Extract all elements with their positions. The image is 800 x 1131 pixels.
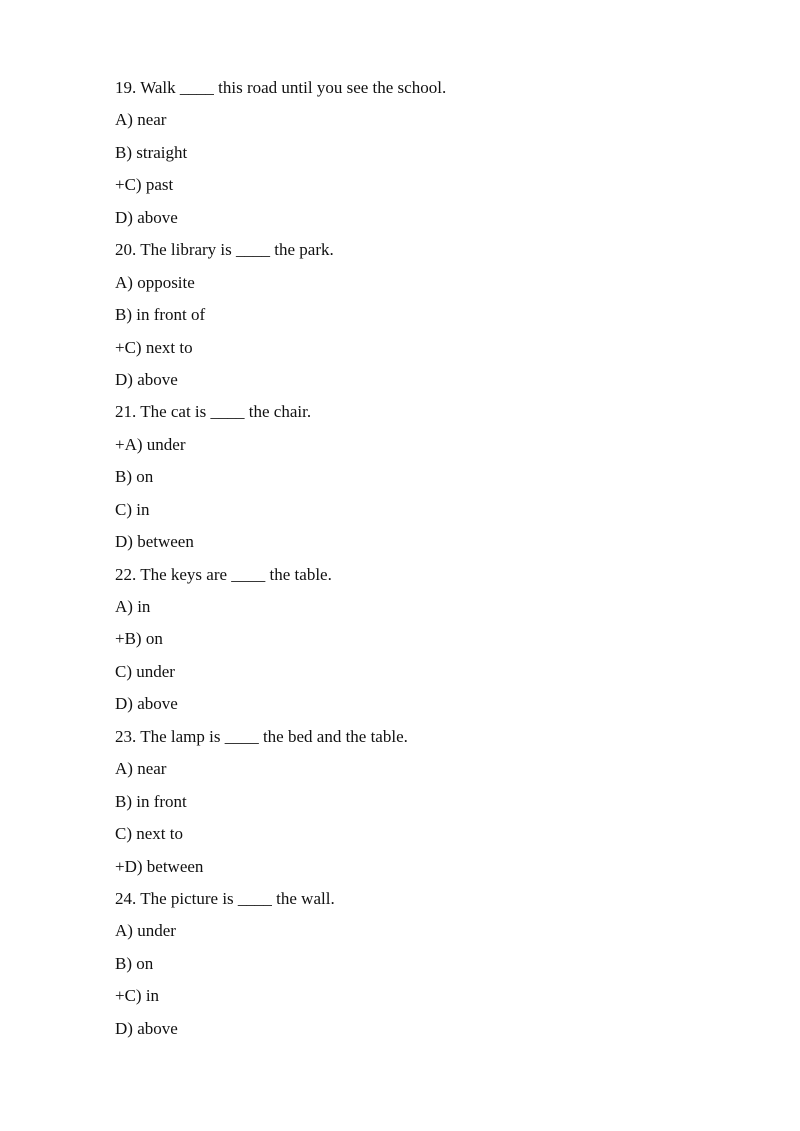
answer-option: D) above: [115, 1018, 178, 1038]
answer-option: C) next to: [115, 824, 183, 844]
answer-option: A) opposite: [115, 272, 195, 292]
question-block: [115, 396, 735, 558]
answer-option: +A) under: [115, 434, 186, 454]
question-text: 22. The keys are ____ the table.: [115, 564, 332, 584]
answer-option: A) in: [115, 597, 151, 616]
question-text: 23. The lamp is ____ the bed and the table.: [115, 726, 408, 746]
answer-option: B) on: [115, 467, 154, 487]
answer-option: A) under: [115, 921, 176, 941]
answer-option: D) above: [115, 369, 178, 389]
question-text: 20. The library is ____ the park.: [115, 240, 334, 260]
question-text: 21. The cat is ____ the chair.: [115, 402, 312, 422]
question-block: [115, 721, 735, 883]
answer-option: B) on: [115, 953, 154, 973]
question-block: [115, 883, 735, 1045]
answer-option: B) in front of: [115, 305, 206, 325]
question-block: [115, 234, 735, 396]
question-text: 19. Walk ____ this road until you see the school.: [115, 78, 447, 97]
answer-option: +D) between: [115, 856, 204, 876]
question-text: 24. The picture is ____ the wall.: [115, 888, 335, 908]
answer-option: D) between: [115, 532, 194, 552]
answer-option: +B) on: [115, 629, 163, 649]
question-block: [115, 72, 735, 234]
answer-option: B) in front: [115, 791, 187, 811]
answer-option: B) straight: [115, 142, 188, 162]
answer-option: C) in: [115, 499, 150, 519]
answer-option: +C) next to: [115, 337, 193, 357]
answer-option: D) above: [115, 207, 178, 227]
answer-option: C) under: [115, 661, 175, 681]
answer-option: D) above: [115, 694, 178, 714]
answer-option: A) near: [115, 110, 167, 130]
answer-option: A) near: [115, 759, 167, 779]
answer-option: +C) past: [115, 175, 174, 195]
question-list: [115, 72, 735, 1045]
question-block: [115, 559, 735, 721]
answer-option: +C) in: [115, 986, 160, 1006]
